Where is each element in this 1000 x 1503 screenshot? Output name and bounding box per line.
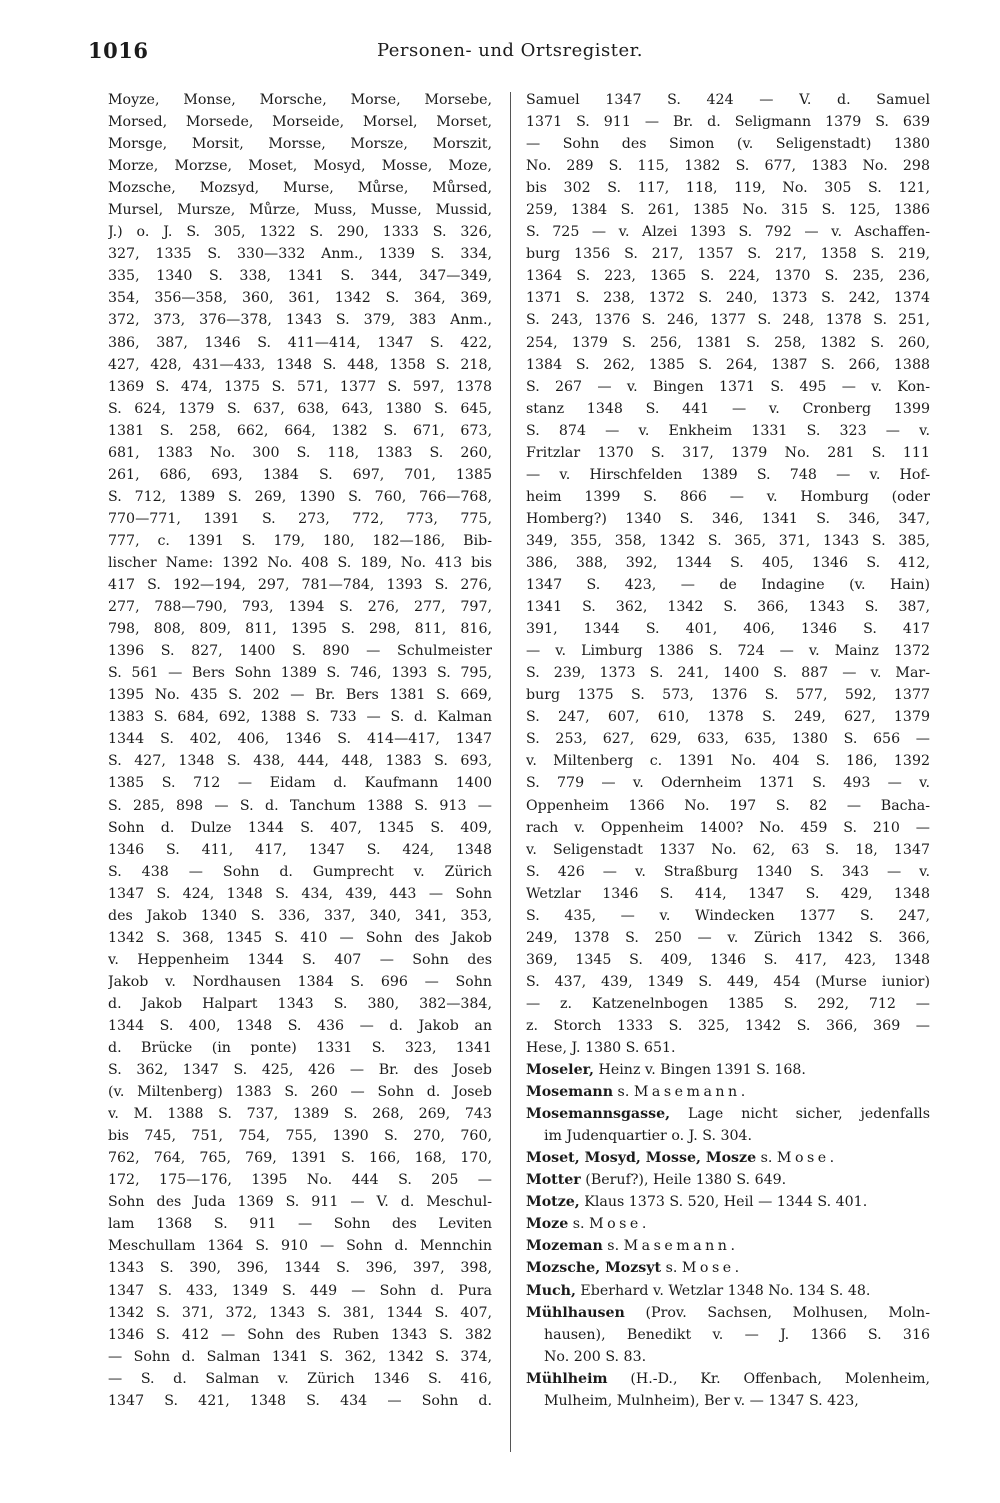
text-line: Fritzlar 1370 S. 317, 1379 No. 281 S. 111 xyxy=(526,444,930,461)
index-entry xyxy=(526,1235,930,1257)
entry-headword: Mozeman xyxy=(526,1238,603,1255)
left-column xyxy=(108,89,492,1469)
text-line: Morsed, Morsede, Morseide, Morsel, Morset, xyxy=(108,114,492,131)
text-line: S. 243, 1376 S. 246, 1377 S. 248, 1378 S. 251, xyxy=(526,312,930,329)
text-line: 1395 No. 435 S. 202 — Br. Bers 1381 S. 669, xyxy=(108,687,492,704)
entry-text: Heinz v. Bingen 1391 S. 168. xyxy=(593,1062,806,1079)
index-entry xyxy=(526,1213,930,1235)
text-line: stanz 1348 S. 441 — v. Cronberg 1399 xyxy=(526,400,930,417)
index-entry xyxy=(526,1257,930,1279)
entry-headword: Much, xyxy=(526,1282,576,1299)
text-line: S. 426 — v. Straßburg 1340 S. 343 — v. xyxy=(526,863,930,880)
text-line: 335, 1340 S. 338, 1341 S. 344, 347—349, xyxy=(108,268,492,285)
entry-headword: Mosemannsgasse, xyxy=(526,1106,671,1123)
entry-line xyxy=(526,1059,930,1081)
text-line: 1384 S. 262, 1385 S. 264, 1387 S. 266, 1388 xyxy=(526,356,930,373)
entry-headword: Mozsche, Mozsyt xyxy=(526,1260,662,1277)
text-line: 1385 S. 712 — Eidam d. Kaufmann 1400 xyxy=(108,775,492,792)
text-line: bis 745, 751, 754, 755, 1390 S. 270, 760, xyxy=(108,1128,492,1145)
entry-line xyxy=(526,1169,930,1191)
text-line: 1347 S. 421, 1348 S. 434 — Sohn d. xyxy=(108,1392,492,1409)
text-line: Wetzlar 1346 S. 414, 1347 S. 429, 1348 xyxy=(526,885,930,902)
text-line: 1346 S. 412 — Sohn des Ruben 1343 S. 382 xyxy=(108,1326,492,1343)
page-number: 1016 xyxy=(88,38,149,63)
text-line: 417 S. 192—194, 297, 781—784, 1393 S. 276, xyxy=(108,577,492,594)
entry-headword: Moseler, xyxy=(526,1062,594,1079)
entry-headword: Moset, Mosyd, Mosse, Mosze xyxy=(526,1150,757,1167)
text-line: S. 253, 627, 629, 633, 635, 1380 S. 656 — xyxy=(526,731,930,748)
text-line: S. 437, 439, 1349 S. 449, 454 (Murse iunior) xyxy=(526,973,930,990)
text-line: Oppenheim 1366 No. 197 S. 82 — Bacha- xyxy=(526,797,930,814)
text-line: 386, 387, 1346 S. 411—414, 1347 S. 422, xyxy=(108,334,492,351)
text-line: — Sohn d. Salman 1341 S. 362, 1342 S. 374, xyxy=(108,1348,492,1365)
text-line: 369, 1345 S. 409, 1346 S. 417, 423, 1348 xyxy=(526,951,930,968)
entry-text: (Prov. Sachsen, Molhusen, Moln- xyxy=(624,1304,930,1321)
text-line: Mursel, Mursze, Můrze, Muss, Musse, Mussid, xyxy=(108,202,492,219)
text-line: 354, 356—358, 360, 361, 1342 S. 364, 369, xyxy=(108,290,492,307)
text-line: S. 427, 1348 S. 438, 444, 448, 1383 S. 693, xyxy=(108,753,492,770)
index-entry xyxy=(526,1368,930,1412)
text-line: S. 435, — v. Windecken 1377 S. 247, xyxy=(526,907,930,924)
text-line: Mozsche, Mozsyd, Murse, Můrse, Můrsed, xyxy=(108,180,492,197)
text-line: S. 874 — v. Enkheim 1331 S. 323 — v. xyxy=(526,422,930,439)
text-line: lam 1368 S. 911 — Sohn des Leviten xyxy=(108,1216,492,1233)
text-line: — v. Limburg 1386 S. 724 — v. Mainz 1372 xyxy=(526,643,930,660)
entry-tail: . xyxy=(730,1238,735,1255)
text-line: 259, 1384 S. 261, 1385 No. 315 S. 125, 1386 xyxy=(526,202,930,219)
text-line: rach v. Oppenheim 1400? No. 459 S. 210 — xyxy=(526,819,930,836)
entry-text: No. 200 S. 83. xyxy=(544,1348,647,1365)
entry-line xyxy=(526,1368,930,1390)
text-line: J.) o. J. S. 305, 1322 S. 290, 1333 S. 326, xyxy=(108,224,492,241)
text-line: Homberg?) 1340 S. 346, 1341 S. 346, 347, xyxy=(526,510,930,527)
text-line: S. 285, 898 — S. d. Tanchum 1388 S. 913 — xyxy=(108,797,492,814)
text-line: 1369 S. 474, 1375 S. 571, 1377 S. 597, 1378 xyxy=(108,378,492,395)
text-line: burg 1375 S. 573, 1376 S. 577, 592, 1377 xyxy=(526,687,930,704)
text-line: 1344 S. 402, 406, 1346 S. 414—417, 1347 xyxy=(108,731,492,748)
text-line: 1364 S. 223, 1365 S. 224, 1370 S. 235, 236, xyxy=(526,268,930,285)
text-line: burg 1356 S. 217, 1357 S. 217, 1358 S. 219, xyxy=(526,246,930,263)
index-entry xyxy=(526,1302,930,1368)
entry-tail: . xyxy=(641,1216,647,1233)
text-line: S. 725 — v. Alzei 1393 S. 792 — v. Aschaffen- xyxy=(526,224,930,241)
text-line: 391, 1344 S. 401, 406, 1346 S. 417 xyxy=(526,621,930,638)
cross-reference: Mose xyxy=(681,1260,735,1277)
index-entry xyxy=(526,1059,930,1081)
text-line: 372, 373, 376—378, 1343 S. 379, 383 Anm., xyxy=(108,312,492,329)
text-line: Sohn d. Dulze 1344 S. 407, 1345 S. 409, xyxy=(108,819,492,836)
column-divider xyxy=(510,92,511,1452)
entry-line xyxy=(526,1235,930,1257)
text-line: 1347 S. 433, 1349 S. 449 — Sohn d. Pura xyxy=(108,1282,492,1299)
text-line: v. M. 1388 S. 737, 1389 S. 268, 269, 743 xyxy=(108,1106,492,1123)
entry-text: s. xyxy=(756,1150,777,1167)
text-line: Samuel 1347 S. 424 — V. d. Samuel xyxy=(526,92,930,108)
text-line: v. Heppenheim 1344 S. 407 — Sohn des xyxy=(108,951,492,968)
text-line: z. Storch 1333 S. 325, 1342 S. 366, 369 — xyxy=(526,1017,930,1034)
entry-line xyxy=(526,1081,930,1103)
text-line: Hese, J. 1380 S. 651. xyxy=(526,1040,676,1057)
text-line: Jakob v. Nordhausen 1384 S. 696 — Sohn xyxy=(108,973,492,990)
text-line: heim 1399 S. 866 — v. Homburg (oder xyxy=(526,488,930,505)
text-line: S. 267 — v. Bingen 1371 S. 495 — v. Kon- xyxy=(526,378,930,395)
text-line: — S. d. Salman v. Zürich 1346 S. 416, xyxy=(108,1370,492,1387)
entry-text: im Judenquartier o. J. S. 304. xyxy=(544,1128,753,1145)
text-line: S. 561 — Bers Sohn 1389 S. 746, 1393 S. 795, xyxy=(108,665,492,682)
entry-tail: . xyxy=(740,1084,746,1101)
text-line: S. 438 — Sohn d. Gumprecht v. Zürich xyxy=(108,863,492,880)
text-line: Moyze, Monse, Morsche, Morse, Morsebe, xyxy=(108,92,492,108)
text-line: 427, 428, 431—433, 1348 S. 448, 1358 S. 218, xyxy=(108,356,492,373)
entry-line xyxy=(526,1191,930,1213)
text-line: 777, c. 1391 S. 179, 180, 182—186, Bib- xyxy=(108,532,492,549)
text-line: S. 712, 1389 S. 269, 1390 S. 760, 766—768, xyxy=(108,488,492,505)
entry-headword: Mühlheim xyxy=(526,1370,608,1387)
entry-text: s. xyxy=(613,1084,634,1101)
text-line: — Sohn des Simon (v. Seligenstadt) 1380 xyxy=(526,136,930,153)
entry-text: s. xyxy=(568,1216,590,1233)
index-entry xyxy=(526,1147,930,1169)
index-entry xyxy=(526,1191,930,1213)
cross-reference: Mose xyxy=(589,1216,642,1233)
text-line: S. 239, 1373 S. 241, 1400 S. 887 — v. Mar- xyxy=(526,665,930,682)
text-line: — z. Katzenelnbogen 1385 S. 292, 712 — xyxy=(526,995,930,1012)
entry-tail: . xyxy=(734,1260,740,1277)
cross-reference: Mose xyxy=(776,1150,830,1167)
text-line: Morsge, Morsit, Morsse, Morsze, Morszit, xyxy=(108,136,492,153)
text-line: 762, 764, 765, 769, 1391 S. 166, 168, 170, xyxy=(108,1150,492,1167)
text-line: (v. Miltenberg) 1383 S. 260 — Sohn d. Joseb xyxy=(108,1084,492,1101)
entry-tail: . xyxy=(829,1150,835,1167)
entry-text: Lage nicht sicher, jedenfalls xyxy=(670,1106,930,1123)
entry-line xyxy=(526,1390,930,1412)
entry-line xyxy=(526,1280,930,1302)
entry-line xyxy=(526,1213,930,1235)
entry-headword: Mosemann xyxy=(526,1084,614,1101)
entry-line xyxy=(526,1125,930,1147)
text-line: 1344 S. 400, 1348 S. 436 — d. Jakob an xyxy=(108,1017,492,1034)
text-line: 172, 175—176, 1395 No. 444 S. 205 — xyxy=(108,1172,492,1189)
text-line: S. 779 — v. Odernheim 1371 S. 493 — v. xyxy=(526,775,930,792)
entry-line xyxy=(526,1324,930,1346)
text-line: 798, 808, 809, 811, 1395 S. 298, 811, 816, xyxy=(108,621,492,638)
index-entry xyxy=(526,1103,930,1147)
text-line: 1342 S. 368, 1345 S. 410 — Sohn des Jakob xyxy=(108,929,492,946)
text-line: 261, 686, 693, 1384 S. 697, 701, 1385 xyxy=(108,466,492,483)
running-title: Personen- und Ortsregister. xyxy=(376,40,644,61)
right-column xyxy=(526,89,930,1469)
text-line: 1381 S. 258, 662, 664, 1382 S. 671, 673, xyxy=(108,422,492,439)
text-line: 277, 788—790, 793, 1394 S. 276, 277, 797, xyxy=(108,599,492,616)
text-line: 1343 S. 390, 396, 1344 S. 396, 397, 398, xyxy=(108,1260,492,1277)
text-line: lischer Name: 1392 No. 408 S. 189, No. 413 bis xyxy=(108,554,492,571)
text-line: S. 624, 1379 S. 637, 638, 643, 1380 S. 645, xyxy=(108,400,492,417)
text-line: 681, 1383 No. 300 S. 118, 1383 S. 260, xyxy=(108,444,492,461)
text-line: v. Miltenberg c. 1391 No. 404 S. 186, 1392 xyxy=(526,753,930,770)
entry-text: s. xyxy=(661,1260,682,1277)
text-line: bis 302 S. 117, 118, 119, No. 305 S. 121, xyxy=(526,180,930,197)
cross-reference: Masemann xyxy=(623,1238,731,1255)
text-line: No. 289 S. 115, 1382 S. 677, 1383 No. 298 xyxy=(526,158,930,175)
entry-text: Mulheim, Mulnheim), Ber v. — 1347 S. 423, xyxy=(544,1392,859,1409)
text-line: 1383 S. 684, 692, 1388 S. 733 — S. d. Kalman xyxy=(108,709,492,726)
text-line: v. Seligenstadt 1337 No. 62, 63 S. 18, 1347 xyxy=(526,841,930,858)
text-line: d. Jakob Halpart 1343 S. 380, 382—384, xyxy=(108,995,492,1012)
entry-text: (H.-D., Kr. Offenbach, Molenheim, xyxy=(607,1370,930,1387)
text-line: Morze, Morzse, Moset, Mosyd, Mosse, Moze, xyxy=(108,158,492,175)
text-line: des Jakob 1340 S. 336, 337, 340, 341, 353, xyxy=(108,907,492,924)
text-line: — v. Hirschfelden 1389 S. 748 — v. Hof- xyxy=(526,466,930,483)
index-entry xyxy=(526,1280,930,1302)
entry-line xyxy=(526,1346,930,1368)
text-line: d. Brücke (in ponte) 1331 S. 323, 1341 xyxy=(108,1040,492,1057)
text-line: 1396 S. 827, 1400 S. 890 — Schulmeister xyxy=(108,643,492,660)
text-line: 349, 355, 358, 1342 S. 365, 371, 1343 S. 385, xyxy=(526,532,930,549)
entry-text: Klaus 1373 S. 520, Heil — 1344 S. 401. xyxy=(579,1194,868,1211)
text-line: Sohn des Juda 1369 S. 911 — V. d. Meschul- xyxy=(108,1194,492,1211)
text-line: 1371 S. 238, 1372 S. 240, 1373 S. 242, 1374 xyxy=(526,290,930,307)
text-line: 254, 1379 S. 256, 1381 S. 258, 1382 S. 260, xyxy=(526,334,930,351)
entry-headword: Motter xyxy=(526,1172,581,1189)
text-line: 1347 S. 423, — de Indagine (v. Hain) xyxy=(526,577,930,594)
text-line: 1371 S. 911 — Br. d. Seligmann 1379 S. 639 xyxy=(526,114,930,131)
entry-line xyxy=(526,1257,930,1279)
entry-line xyxy=(526,1147,930,1169)
text-line: 1341 S. 362, 1342 S. 366, 1343 S. 387, xyxy=(526,599,930,616)
text-line: S. 247, 607, 610, 1378 S. 249, 627, 1379 xyxy=(526,709,930,726)
entry-line xyxy=(526,1103,930,1125)
entry-line xyxy=(526,1302,930,1324)
index-entry xyxy=(526,1169,930,1191)
text-line: 1346 S. 411, 417, 1347 S. 424, 1348 xyxy=(108,841,492,858)
text-line: 386, 388, 392, 1344 S. 405, 1346 S. 412, xyxy=(526,554,930,571)
entry-text: s. xyxy=(602,1238,624,1255)
entry-headword: Moze xyxy=(526,1216,569,1233)
entry-text: (Beruf?), Heile 1380 S. 649. xyxy=(580,1172,787,1189)
text-line: 1342 S. 371, 372, 1343 S. 381, 1344 S. 407, xyxy=(108,1304,492,1321)
text-line: 249, 1378 S. 250 — v. Zürich 1342 S. 366, xyxy=(526,929,930,946)
text-line: 1347 S. 424, 1348 S. 434, 439, 443 — Sohn xyxy=(108,885,492,902)
entry-headword: Mühlhausen xyxy=(526,1304,625,1321)
cross-reference: Masemann xyxy=(633,1084,741,1101)
text-line: S. 362, 1347 S. 425, 426 — Br. des Joseb xyxy=(108,1062,492,1079)
entry-headword: Motze, xyxy=(526,1194,580,1211)
text-line: 770—771, 1391 S. 273, 772, 773, 775, xyxy=(108,510,492,527)
entry-text: Eberhard v. Wetzlar 1348 No. 134 S. 48. xyxy=(575,1282,871,1299)
text-line: 327, 1335 S. 330—332 Anm., 1339 S. 334, xyxy=(108,246,492,263)
index-entry xyxy=(526,1081,930,1103)
entry-text: hausen), Benedikt v. — J. 1366 S. 316 xyxy=(544,1326,930,1343)
page-header xyxy=(88,38,932,68)
text-line: Meschullam 1364 S. 910 — Sohn d. Mennchin xyxy=(108,1238,492,1255)
